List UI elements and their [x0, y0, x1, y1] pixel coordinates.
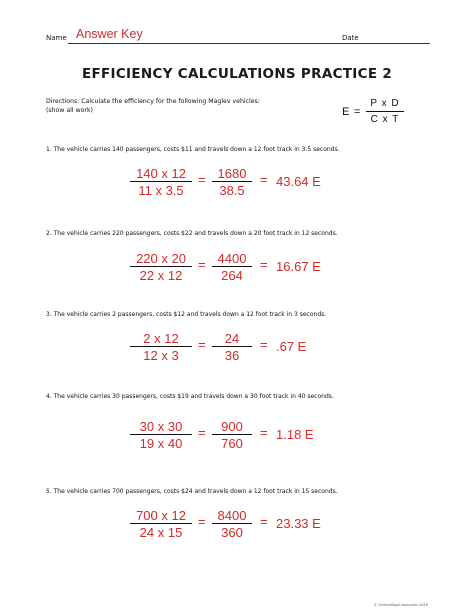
fraction-denominator: 24 x 15: [139, 525, 183, 540]
directions: [46, 98, 346, 115]
header-row: [46, 26, 430, 46]
fraction-numerator: 1680: [217, 166, 247, 181]
efficiency-result: 43.64 E: [276, 174, 321, 189]
equals-sign: =: [260, 257, 268, 272]
fraction-setup: [130, 508, 192, 539]
fraction-product: [212, 419, 252, 450]
fraction-product: [212, 251, 252, 282]
formula-equals: =: [354, 106, 361, 118]
answer-key-text: Answer Key: [76, 27, 143, 41]
fraction-denominator: 12 x 3: [143, 348, 179, 363]
question-4: [46, 393, 438, 400]
answer-work-2: [130, 251, 390, 285]
fraction-numerator: 140 x 12: [136, 166, 186, 181]
question-1: [46, 146, 438, 153]
fraction-numerator: 30 x 30: [139, 419, 183, 434]
answer-work-5: [130, 508, 390, 542]
answer-work-1: [130, 166, 390, 200]
fraction-numerator: 24: [224, 331, 240, 346]
date-line: [360, 43, 430, 44]
name-line: [68, 43, 366, 44]
fraction-setup: [130, 331, 192, 362]
fraction-product: [212, 508, 252, 539]
name-label: Name: [46, 34, 67, 42]
fraction-numerator: 220 x 20: [136, 251, 186, 266]
equals-sign: =: [198, 257, 206, 272]
efficiency-result: 23.33 E: [276, 516, 321, 531]
equals-sign: =: [260, 172, 268, 187]
question-text: 4. The vehicle carries 30 passengers, costs $19 and travels down a 30 foot track in 40 seconds.: [46, 393, 334, 400]
fraction-setup: [130, 251, 192, 282]
question-2: [46, 230, 438, 237]
formula-denominator: C x T: [370, 114, 400, 125]
efficiency-result: 1.18 E: [276, 427, 314, 442]
fraction-numerator: 8400: [217, 508, 247, 523]
fraction-denominator: 11 x 3.5: [138, 183, 184, 198]
question-text: 1. The vehicle carries 140 passengers, costs $11 and travels down a 12 foot track in 3.5 seconds.: [46, 146, 340, 153]
equals-sign: =: [260, 514, 268, 529]
equals-sign: =: [198, 337, 206, 352]
fraction-numerator: 4400: [217, 251, 247, 266]
formula-numerator: P x D: [370, 98, 400, 109]
question-text: 5. The vehicle carries 700 passengers, costs $24 and travels down a 12 foot track in 15 seconds.: [46, 488, 338, 495]
fraction-setup: [130, 419, 192, 450]
fraction-denominator: 360: [221, 525, 243, 540]
equals-sign: =: [198, 172, 206, 187]
equals-sign: =: [260, 425, 268, 440]
fraction-product: [212, 166, 252, 197]
copyright-footer: © ScienceSpot resources 2016: [373, 603, 428, 607]
question-text: 3. The vehicle carries 2 passengers, costs $12 and travels down a 12 foot track in 3 seconds.: [46, 311, 327, 318]
formula-lhs: E: [342, 106, 350, 118]
date-label: Date: [342, 34, 359, 42]
directions-line-2: (show all work): [46, 106, 93, 114]
directions-line-1: Directions: Calculate the efficiency for the following Maglev vehicles:: [46, 98, 260, 105]
answer-work-4: [130, 419, 390, 453]
efficiency-result: .67 E: [276, 339, 307, 354]
fraction-setup: [130, 166, 192, 197]
fraction-numerator: 2 x 12: [143, 331, 179, 346]
page-title: EFFICIENCY CALCULATIONS PRACTICE 2: [81, 66, 393, 82]
fraction-numerator: 700 x 12: [136, 508, 186, 523]
fraction-denominator: 36: [224, 348, 240, 363]
fraction-denominator: 760: [221, 436, 243, 451]
equals-sign: =: [198, 514, 206, 529]
equals-sign: =: [198, 425, 206, 440]
question-text: 2. The vehicle carries 220 passengers, costs $22 and travels down a 20 foot track in 12 seconds.: [46, 230, 338, 237]
question-3: [46, 311, 438, 318]
formula-fraction-bar: [366, 111, 404, 112]
fraction-numerator: 900: [221, 419, 243, 434]
question-5: [46, 488, 438, 495]
fraction-denominator: 22 x 12: [139, 268, 183, 283]
fraction-denominator: 264: [221, 268, 243, 283]
efficiency-result: 16.67 E: [276, 259, 321, 274]
answer-work-3: [130, 331, 390, 365]
fraction-product: [212, 331, 252, 362]
fraction-denominator: 19 x 40: [139, 436, 183, 451]
formula-fraction: [366, 97, 404, 126]
fraction-denominator: 38.5: [219, 183, 245, 198]
equals-sign: =: [260, 337, 268, 352]
efficiency-formula: [342, 97, 432, 127]
